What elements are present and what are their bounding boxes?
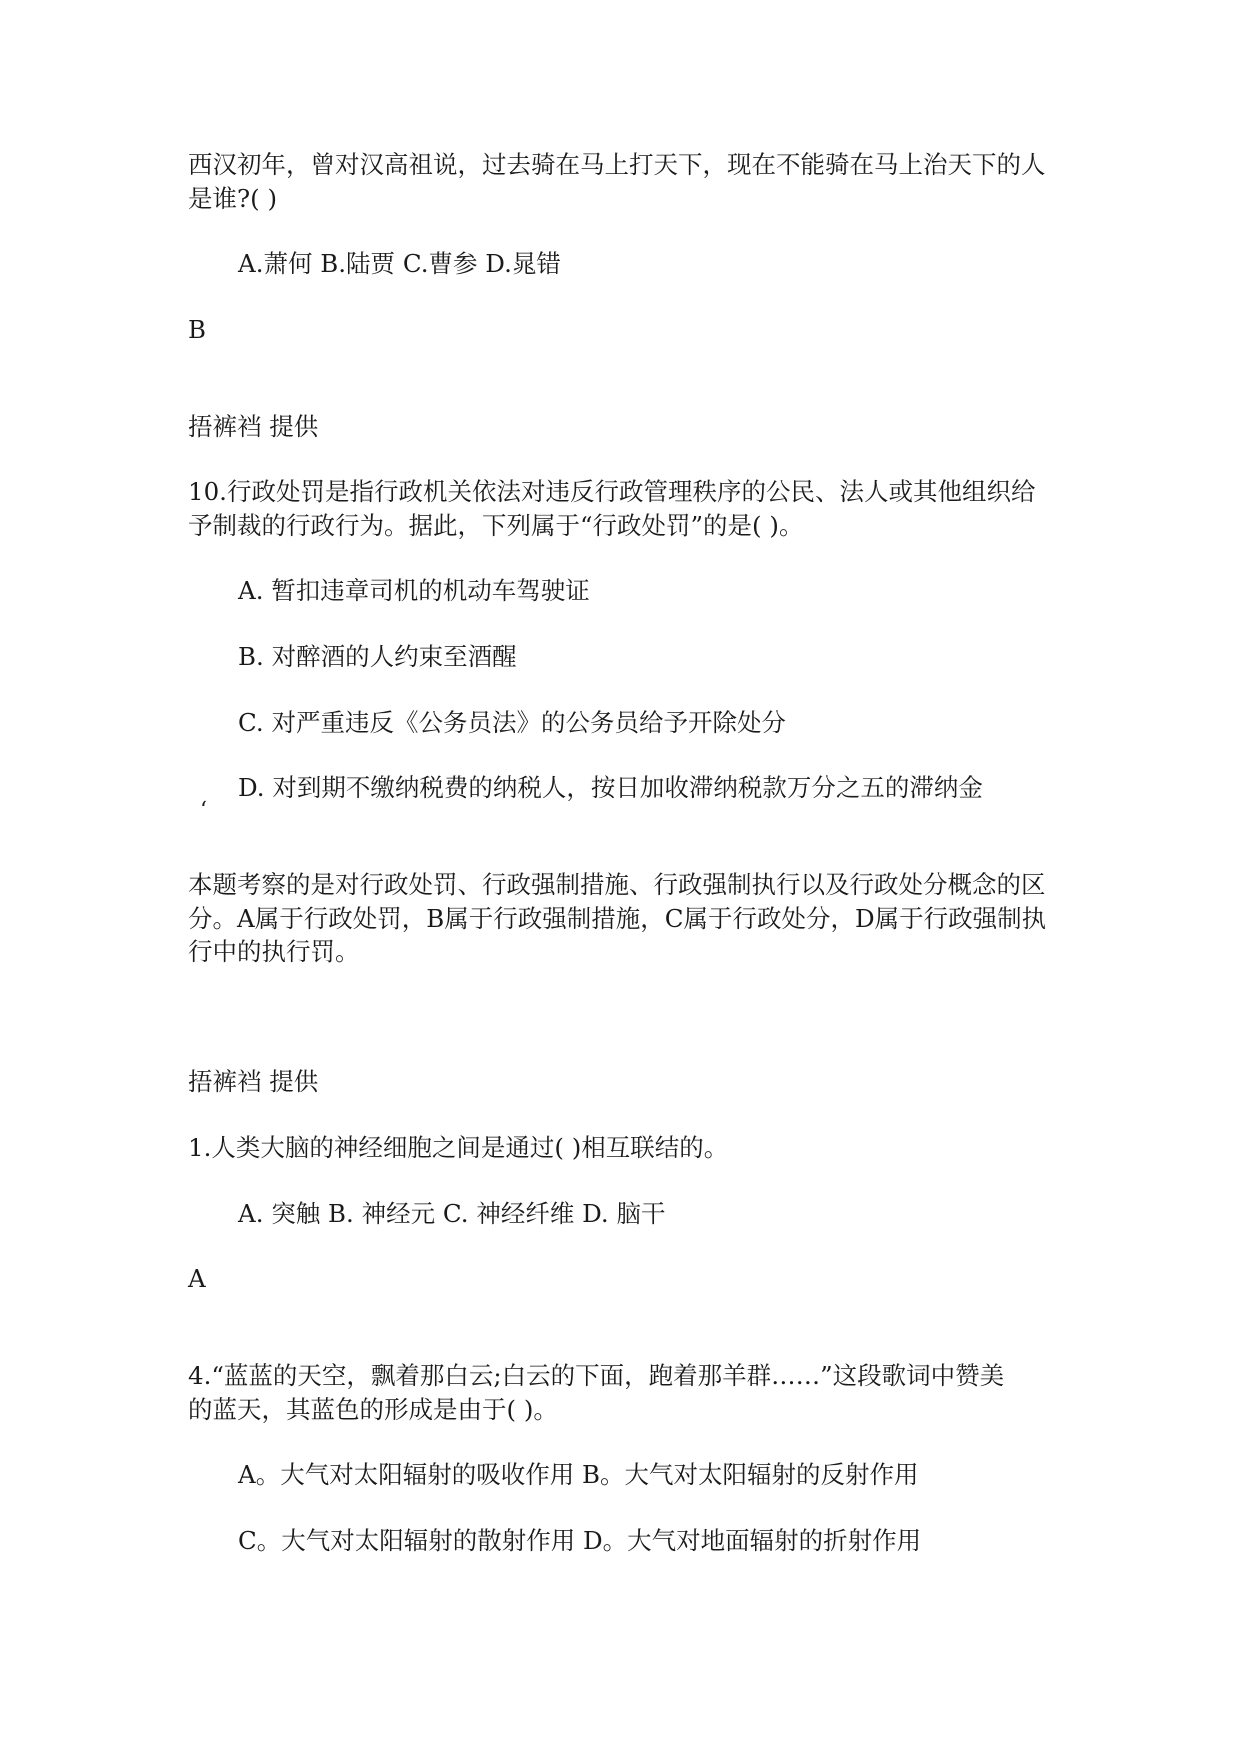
option-d: D. 对到期不缴纳税费的纳税人，按日加收滞纳税款万分之五的滞纳金 xyxy=(238,773,983,802)
provider-text: 捂裤裆 提供 xyxy=(188,1067,319,1096)
question-options: A。大气对太阳辐射的吸收作用 B。大气对太阳辐射的反射作用 xyxy=(238,1460,919,1489)
answer-text: B xyxy=(188,315,207,344)
option-c: C. 对严重违反《公务员法》的公务员给予开除处分 xyxy=(238,708,786,737)
question-text-line: 4.“蓝蓝的天空，飘着那白云;白云的下面，跑着那羊群……”这段歌词中赞美 xyxy=(188,1361,1005,1390)
explanation-line: 本题考察的是对行政处罚、行政强制措施、行政强制执行以及行政处分概念的区 xyxy=(188,870,1046,899)
question-options: A. 突触 B. 神经元 C. 神经纤维 D. 脑干 xyxy=(238,1199,666,1228)
question-text-line: 的蓝天，其蓝色的形成是由于( )。 xyxy=(188,1395,558,1424)
question-text-line: 西汉初年，曾对汉高祖说，过去骑在马上打天下，现在不能骑在马上治天下的人 xyxy=(188,150,1046,179)
question-options: C。大气对太阳辐射的散射作用 D。大气对地面辐射的折射作用 xyxy=(238,1526,922,1555)
question-text-line: 是谁?( ) xyxy=(188,184,278,213)
stray-mark: ‘ xyxy=(200,798,207,823)
question-text-line: 予制裁的行政行为。据此，下列属于“行政处罚”的是( )。 xyxy=(188,511,804,540)
explanation-line: 分。A属于行政处罚，B属于行政强制措施，C属于行政处分，D属于行政强制执 xyxy=(188,904,1047,933)
provider-text: 捂裤裆 提供 xyxy=(188,412,319,441)
option-a: A. 暂扣违章司机的机动车驾驶证 xyxy=(238,576,590,605)
explanation-line: 行中的执行罚。 xyxy=(188,937,360,966)
question-text-line: 10.行政处罚是指行政机关依法对违反行政管理秩序的公民、法人或其他组织给 xyxy=(188,477,1036,506)
question-options: A.萧何 B.陆贾 C.曹参 D.晁错 xyxy=(238,249,561,278)
question-text-line: 1.人类大脑的神经细胞之间是通过( )相互联结的。 xyxy=(188,1133,729,1162)
answer-text: A xyxy=(188,1264,206,1293)
option-b: B. 对醉酒的人约束至酒醒 xyxy=(238,642,517,671)
